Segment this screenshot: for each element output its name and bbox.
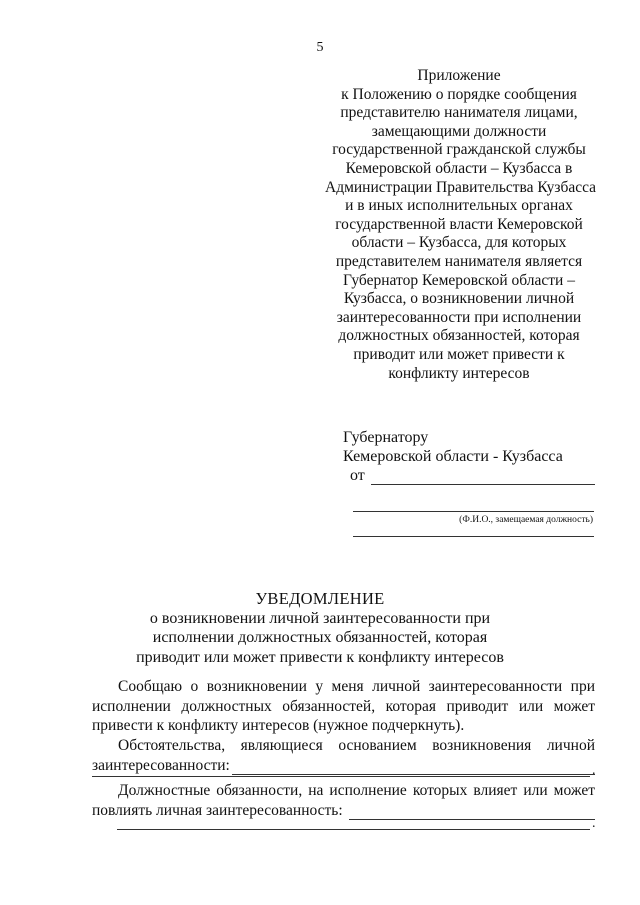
paragraph-duties — [92, 781, 595, 820]
paragraph-report — [92, 677, 595, 736]
from-line-2[interactable] — [353, 511, 594, 512]
from-row — [350, 467, 595, 485]
report-line-2: исполнении должностных обязанностей, которая приводит или может — [92, 697, 595, 715]
notice-title-block — [0, 589, 640, 667]
from-label: от — [350, 467, 365, 484]
report-line-3: привести к конфликту интересов (нужное подчеркнуть). — [92, 717, 465, 734]
circumstances-field-2[interactable] — [92, 776, 590, 777]
fio-caption: (Ф.И.О., замещаемая должность) — [459, 515, 593, 525]
appendix-line: Кузбасса, о возникновении личной — [343, 290, 575, 308]
circumstances-line-1: Обстоятельства, являющиеся основанием возникновения личной — [118, 737, 595, 754]
appendix-line: государственной власти Кемеровской — [335, 215, 583, 233]
appendix-line: замещающими должности — [371, 122, 547, 140]
report-line-1: Сообщаю о возникновении у меня личной заинтересованности при — [118, 678, 595, 695]
appendix-line: к Положению о порядке сообщения — [341, 85, 577, 103]
circumstances-line-2: заинтересованности: — [92, 756, 230, 774]
paragraph-circumstances — [92, 736, 595, 775]
appendix-line: представителем нанимателя является — [335, 252, 583, 270]
from-line-3[interactable] — [353, 536, 594, 537]
appendix-line: должностных обязанностей, которая — [338, 327, 580, 345]
appendix-line: Администрации Правительства Кузбасса — [325, 178, 597, 196]
notice-title: УВЕДОМЛЕНИЕ — [255, 589, 385, 608]
notice-subtitle-2: исполнении должностных обязанностей, которая — [152, 629, 488, 646]
appendix-line: Губернатор Кемеровской области – — [343, 271, 575, 289]
notice-subtitle-1: о возникновении личной заинтересованности при — [149, 609, 491, 627]
duties-field[interactable] — [349, 805, 595, 820]
page-number: 5 — [316, 40, 324, 55]
appendix-line: области – Кузбасса, для которых — [351, 234, 567, 252]
appendix-line: Приложение — [417, 67, 501, 84]
appendix-line: государственной гражданской службы — [332, 141, 586, 159]
appendix-line: Кемеровской области – Кузбасса в — [345, 159, 573, 177]
addressee-region: Кемеровской области - Кузбасса — [343, 448, 563, 465]
circumstances-field[interactable] — [232, 760, 595, 775]
duties-end-mark: . — [592, 816, 596, 831]
circumstances-end-mark: . — [592, 763, 596, 778]
appendix-line: и в иных исполнительных органах — [345, 197, 573, 215]
appendix-line: заинтересованности при исполнении — [336, 308, 582, 326]
notice-subtitle-3: приводит или может привести к конфликту интересов — [136, 648, 504, 666]
duties-line-2: повлиять личная заинтересованность: — [92, 801, 343, 819]
appendix-line: приводит или может привести к — [353, 345, 565, 363]
addressee-block — [343, 428, 563, 466]
appendix-header — [325, 67, 597, 383]
appendix-line: представителю нанимателя лицами, — [340, 104, 578, 122]
duties-field-2[interactable] — [117, 829, 590, 830]
appendix-line: конфликту интересов — [388, 364, 530, 382]
addressee-title: Губернатору — [343, 429, 429, 446]
from-name-field[interactable] — [371, 470, 595, 485]
duties-line-1: Должностные обязанности, на исполнение которых влияет или может — [118, 782, 595, 799]
